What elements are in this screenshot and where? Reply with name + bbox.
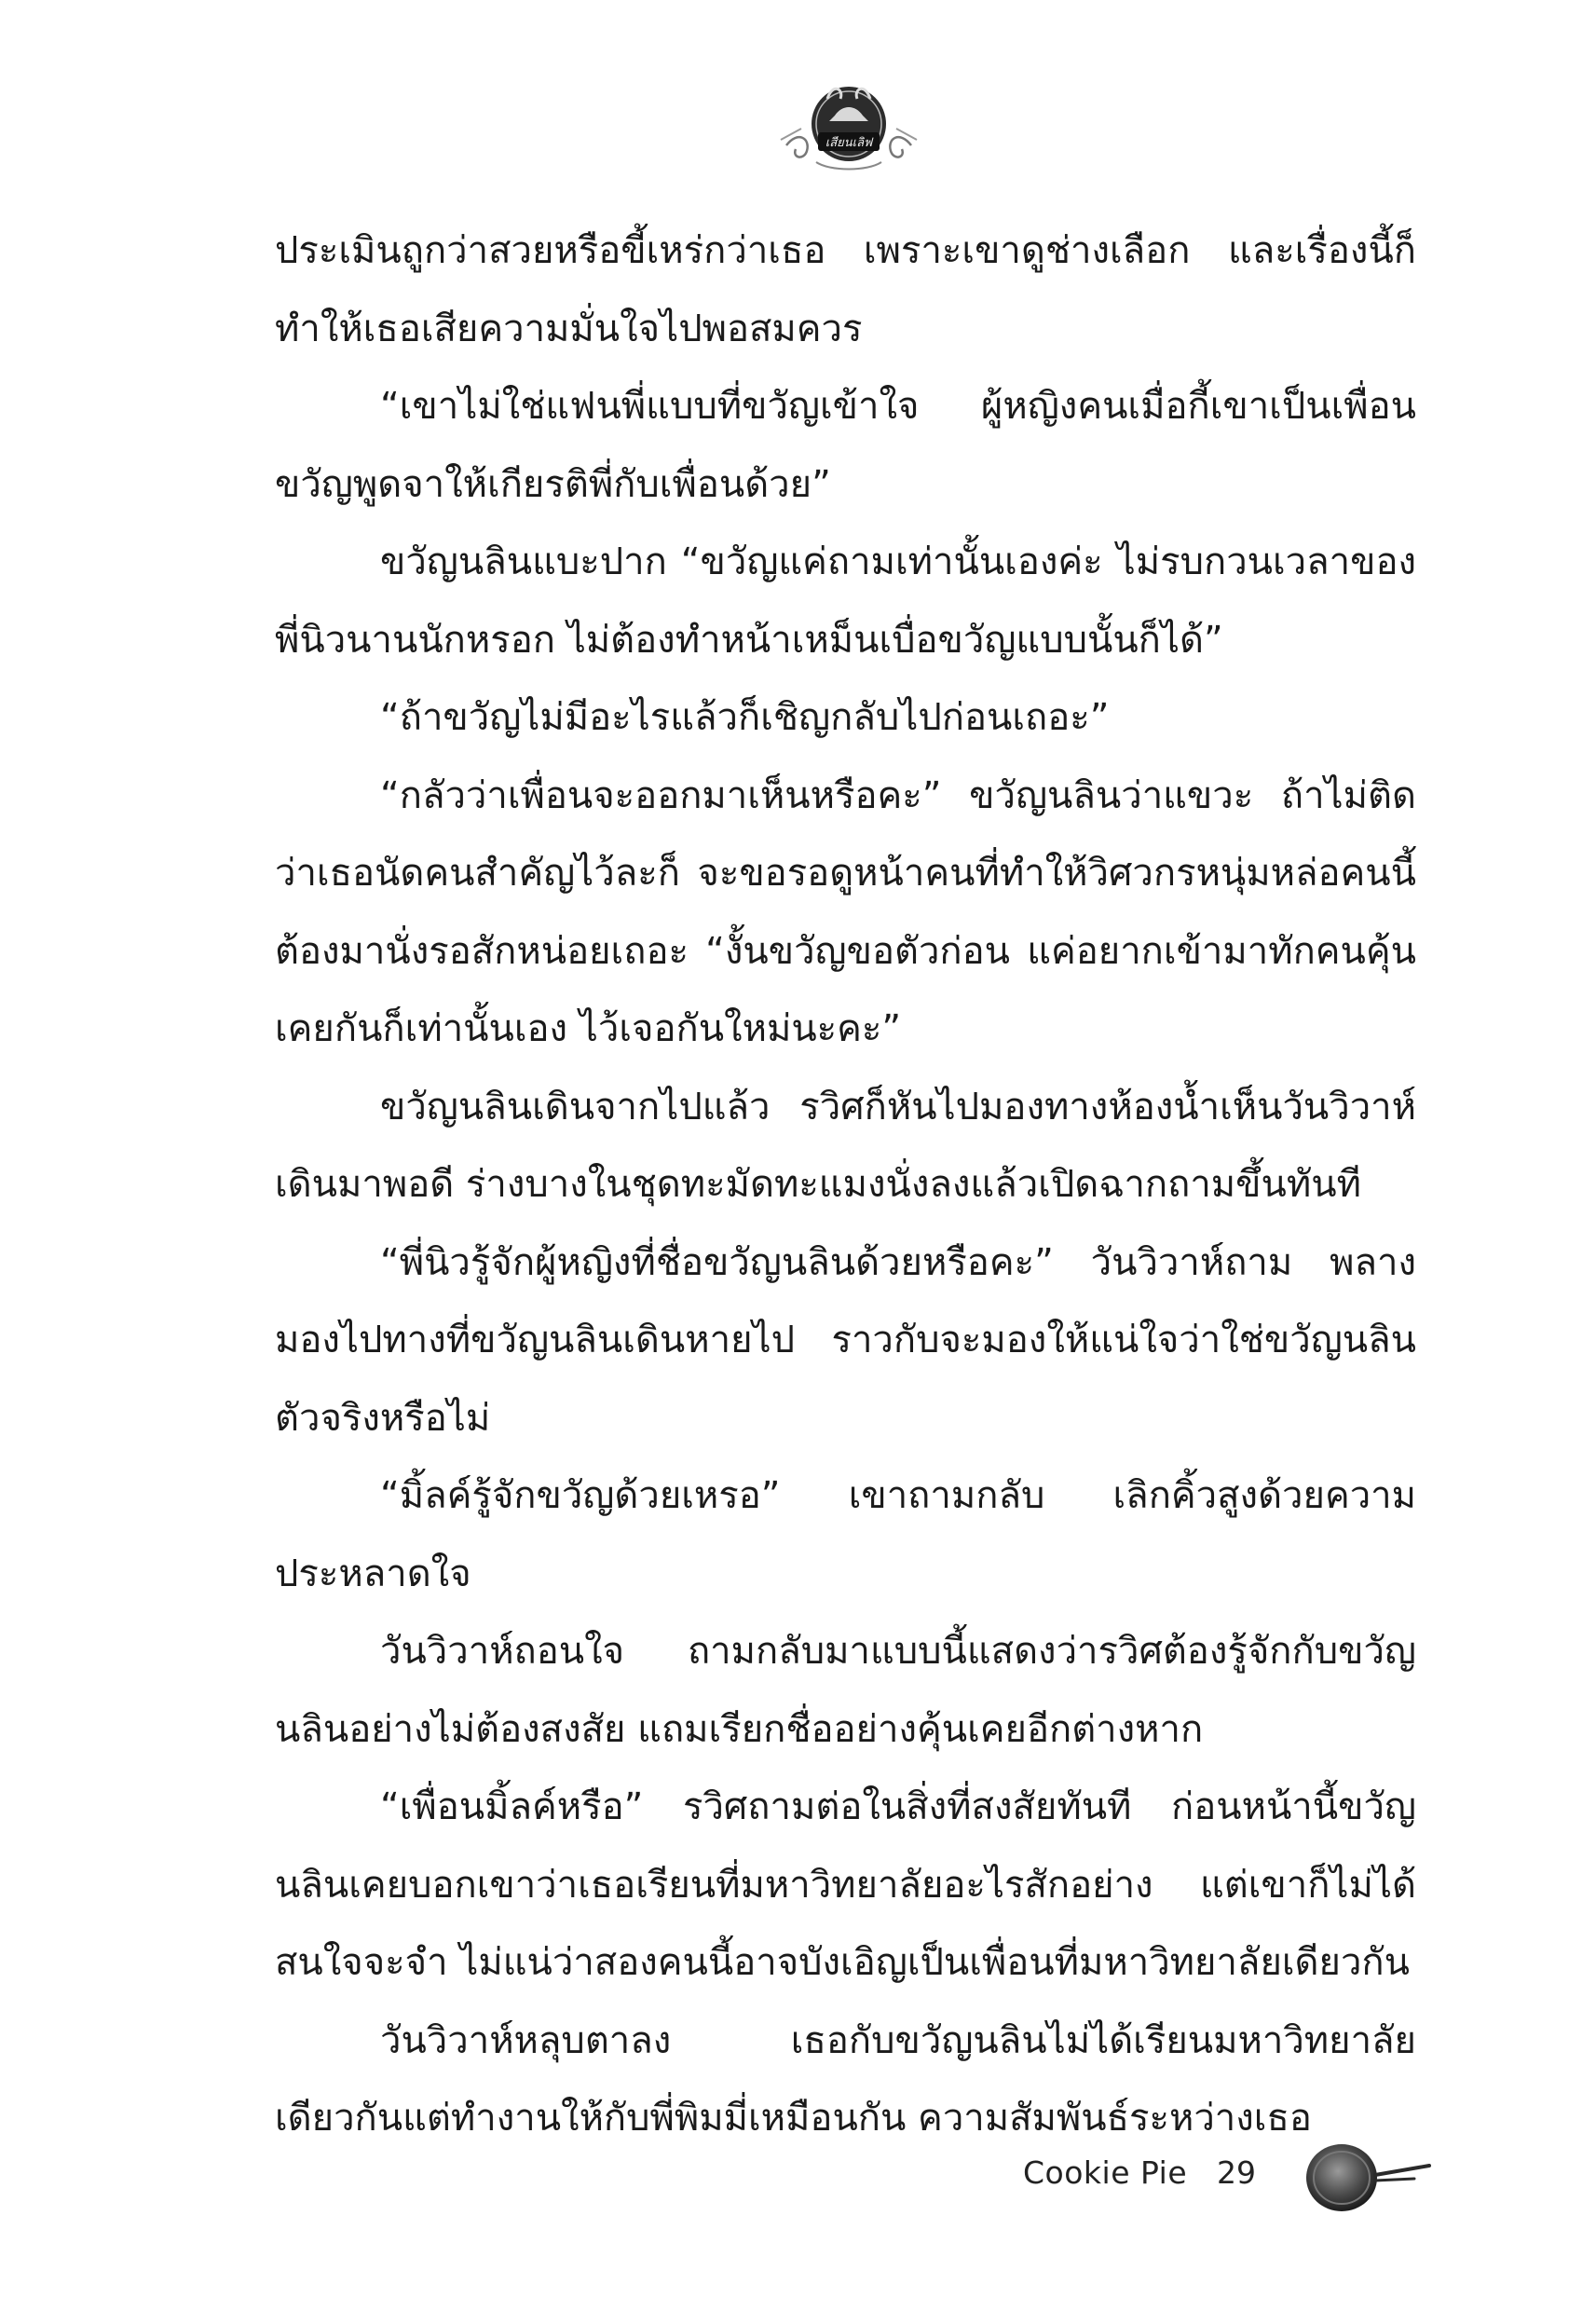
ornament-logo-icon: [779, 73, 919, 175]
paragraph: ประเมินถูกว่าสวยหรือขี้เหร่กว่าเธอ เพราะเขาดูช่างเลือก และเรื่องนี้ก็ทำให้เธอเสียความมั่นใจไปพอสมควร: [275, 229, 1416, 350]
frying-pan-icon: [1303, 2134, 1433, 2218]
paragraph: “เพื่อนมิ้ลค์หรือ” รวิศถามต่อในสิ่งที่สงสัยทันที ก่อนหน้านี้ขวัญนลินเคยบอกเขาว่าเธอเรียนที่มหาวิทยาลัยอะไรสักอย่าง แต่เขาก็ไม่ได้สนใจจะจำ ไม่แน่ว่าสองคนนี้อาจบังเอิญเป็นเพื่อนที่มหาวิทยาลัยเดียวกัน: [275, 1785, 1416, 1984]
paragraph: ขวัญนลินแบะปาก “ขวัญแค่ถามเท่านั้นเองค่ะ ไม่รบกวนเวลาของพี่นิวนานนักหรอก ไม่ต้องทำหน้าเหม็นเบื่อขวัญแบบนั้นก็ได้”: [275, 540, 1416, 662]
paragraph: วันวิวาห์หลุบตาลง เธอกับขวัญนลินไม่ได้เรียนมหาวิทยาลัยเดียวกันแต่ทำงานให้กับพี่พิมมี่เหมือนกัน ความสัมพันธ์ระหว่างเธอ: [275, 2018, 1416, 2140]
page-footer: [1023, 2134, 1442, 2218]
paragraph: วันวิวาห์ถอนใจ ถามกลับมาแบบนี้แสดงว่ารวิศต้องรู้จักกับขวัญนลินอย่างไม่ต้องสงสัย แถมเรียกชื่ออย่างคุ้นเคยอีกต่างหาก: [275, 1630, 1416, 1751]
book-title: Cookie Pie: [1023, 2154, 1188, 2191]
paragraph: “เขาไม่ใช่แฟนพี่แบบที่ขวัญเข้าใจ ผู้หญิงคนเมื่อกี้เขาเป็นเพื่อน ขวัญพูดจาให้เกียรติพี่กับเพื่อนด้วย”: [275, 385, 1416, 506]
paragraph: “มิ้ลค์รู้จักขวัญด้วยเหรอ” เขาถามกลับ เลิกคิ้วสูงด้วยความประหลาดใจ: [275, 1474, 1416, 1595]
paragraph: “พี่นิวรู้จักผู้หญิงที่ชื่อขวัญนลินด้วยหรือคะ” วันวิวาห์ถาม พลางมองไปทางที่ขวัญนลินเดินหายไป ราวกับจะมองให้แน่ใจว่าใช่ขวัญนลินตัวจริงหรือไม่: [275, 1240, 1416, 1440]
page-number: 29: [1217, 2154, 1256, 2191]
paragraph: ขวัญนลินเดินจากไปแล้ว รวิศก็หันไปมองทางห้องน้ำเห็นวันวิวาห์เดินมาพอดี ร่างบางในชุดทะมัดทะแมงนั่งลงแล้วเปิดฉากถามขึ้นทันที: [275, 1085, 1416, 1206]
svg-text:เสียนเลิฟ: เสียนเลิฟ: [825, 136, 873, 150]
body-text: [275, 212, 1416, 2158]
paragraph: “กลัวว่าเพื่อนจะออกมาเห็นหรือคะ” ขวัญนลินว่าแขวะ ถ้าไม่ติดว่าเธอนัดคนสำคัญไว้ละก็ จะขอรอดูหน้าคนที่ทำให้วิศวกรหนุ่มหล่อคนนี้ต้องมานั่งรอสักหน่อยเถอะ “งั้นขวัญขอตัวก่อน แค่อยากเข้ามาทักคนคุ้นเคยกันก็เท่านั้นเอง ไว้เจอกันใหม่นะคะ”: [275, 773, 1416, 1050]
paragraph: “ถ้าขวัญไม่มีอะไรแล้วก็เชิญกลับไปก่อนเถอะ”: [380, 696, 1110, 739]
